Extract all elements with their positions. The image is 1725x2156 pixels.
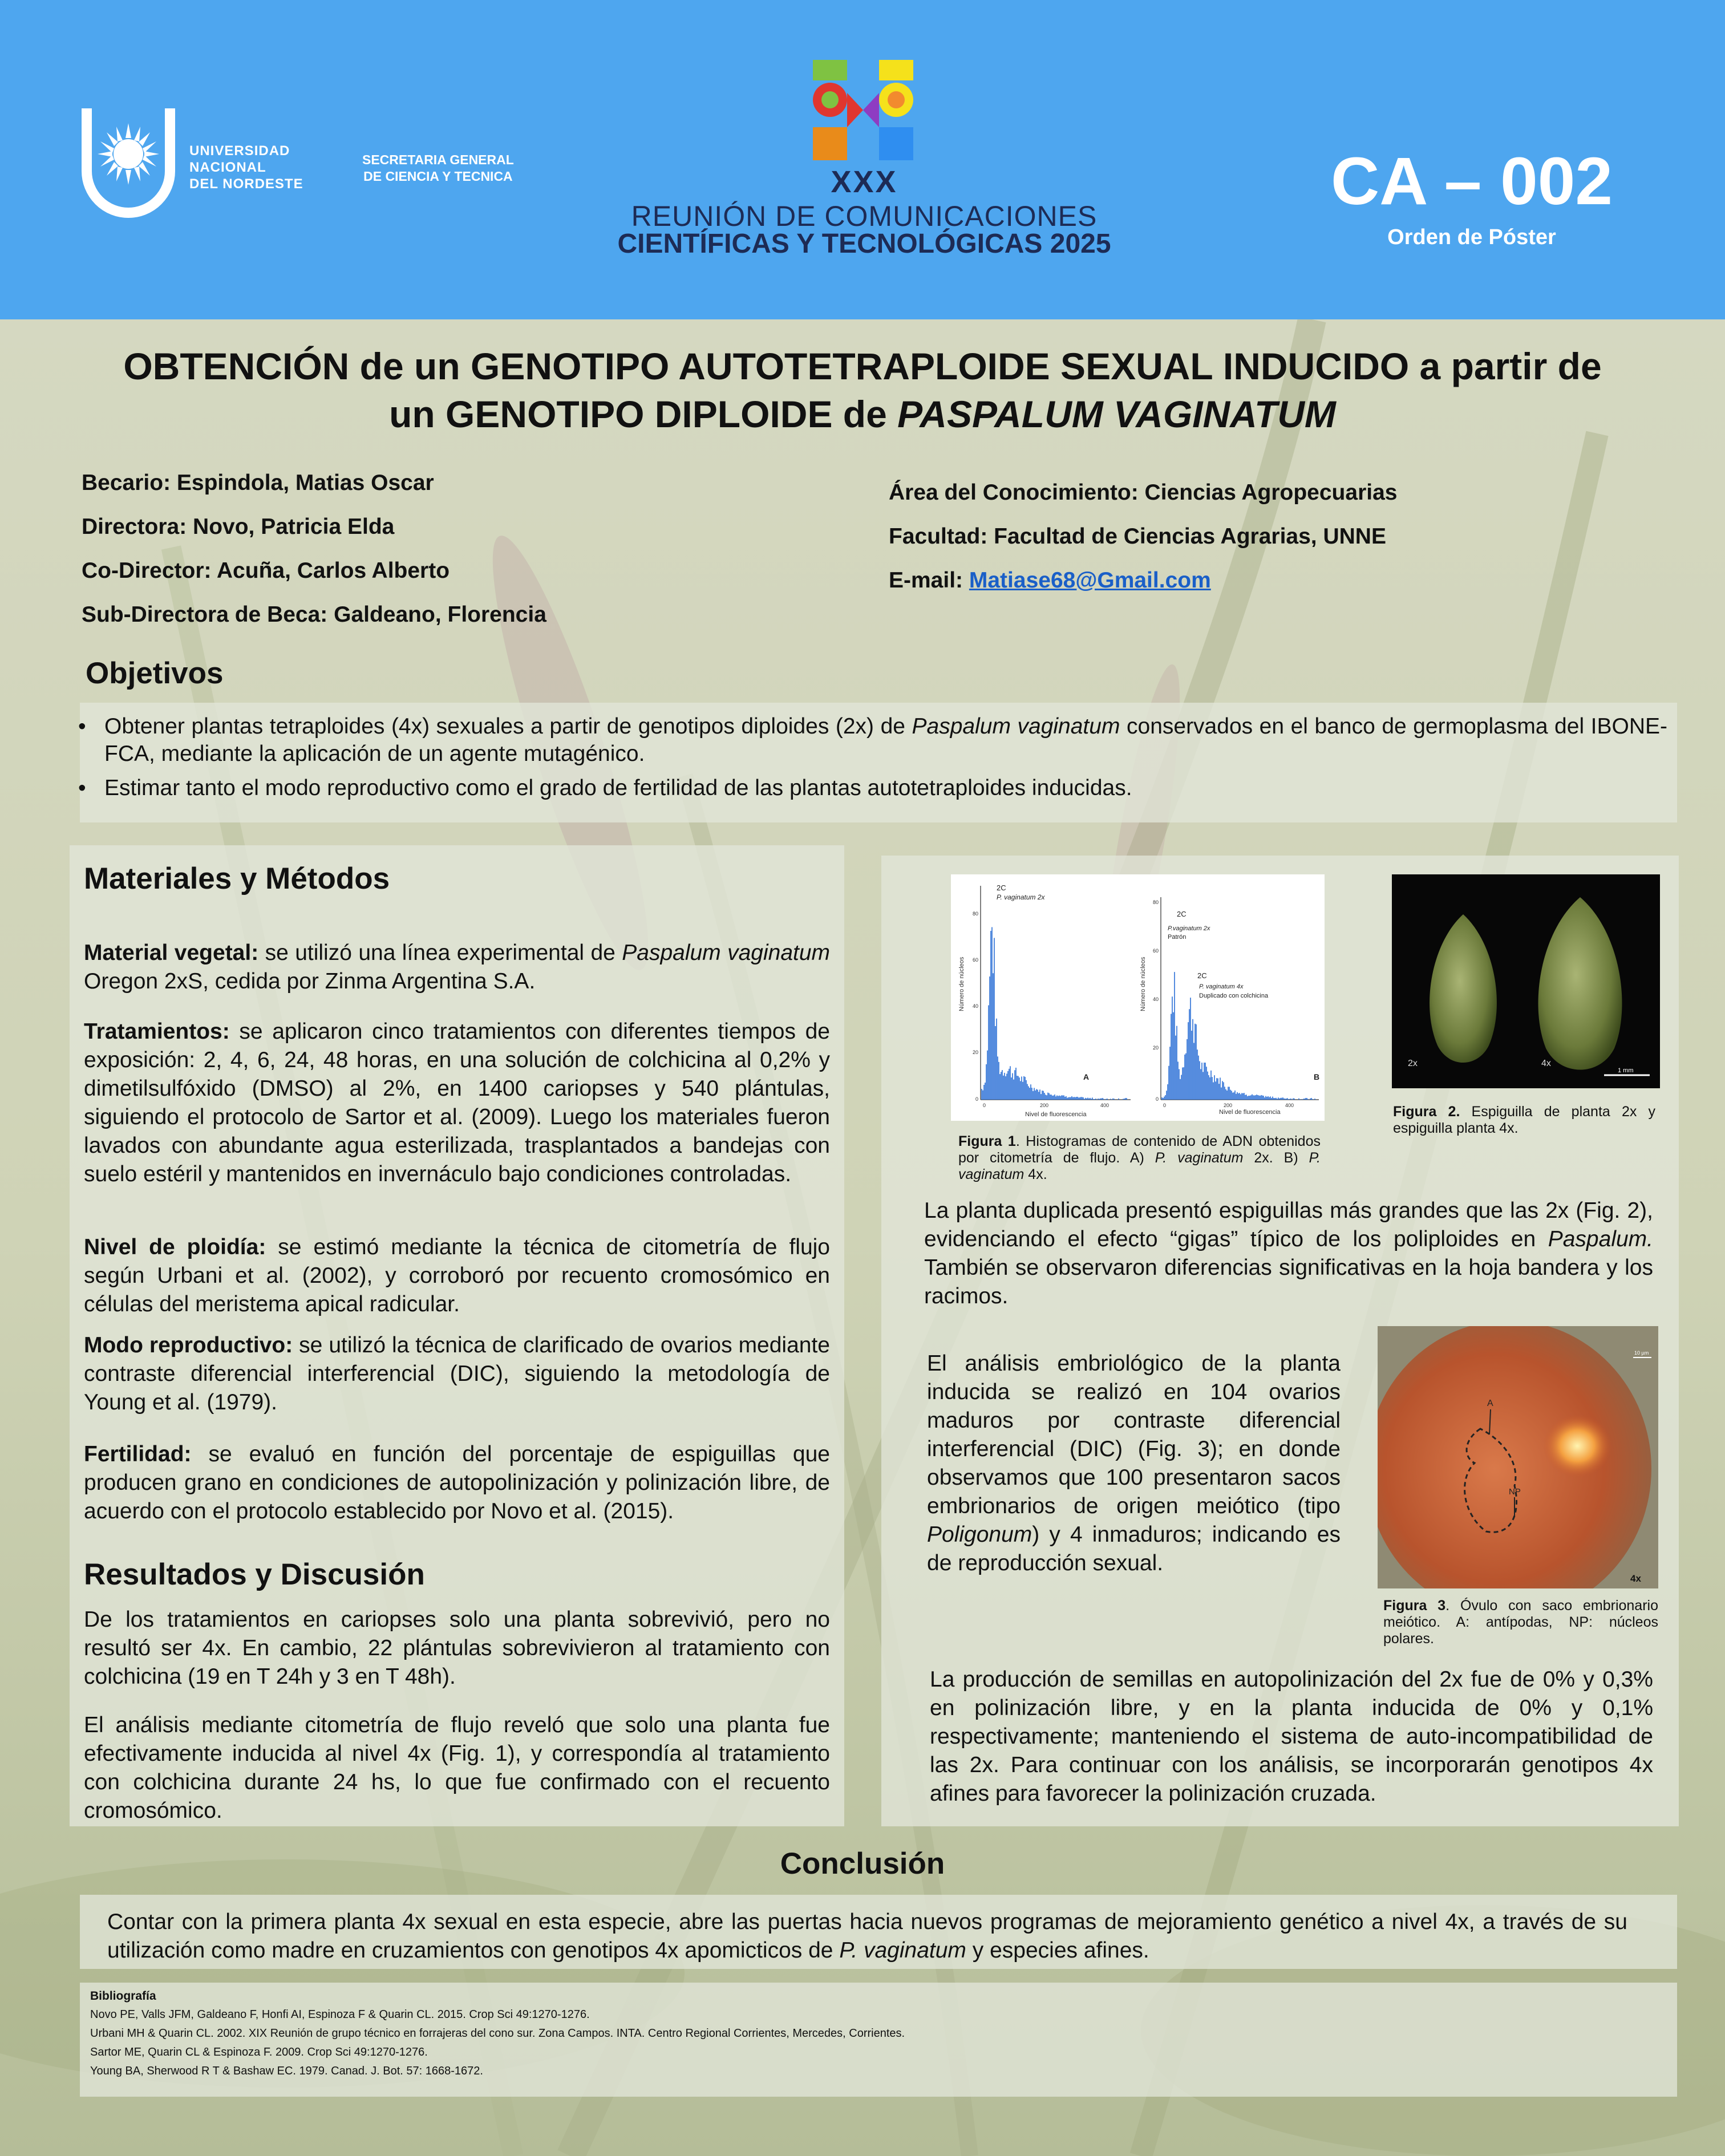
- resultados-paragraph-3: La planta duplicada presentó espiguillas más grandes que las 2x (Fig. 2), evidenciando el efecto “gigas” típico de los poliploides en Paspalum. También se observaron diferencias significativas en la hoja bandera y los racimos.: [924, 1198, 1653, 1308]
- email-link[interactable]: Matiase68@Gmail.com: [969, 568, 1211, 593]
- title-line1: OBTENCIÓN de un GENOTIPO AUTOTETRAPLOIDE SEXUAL INDUCIDO a partir de: [123, 345, 1602, 387]
- ploidia-paragraph: Nivel de ploidía: se estimó mediante la técnica de citometría de flujo según Urbani et al. (2002), y corroboró por recuento cromosómico en células del meristema apical radicular.: [84, 1235, 830, 1316]
- fig1-a-ytick: 40: [972, 1003, 978, 1009]
- fig1-b-ylabel: Número de núcleos: [1140, 957, 1147, 1011]
- poster-code-label: Orden de Póster: [1387, 225, 1556, 249]
- fig1-b-peak2-sublabel: P. vaginatum 4x: [1199, 983, 1244, 990]
- event-title-line2: CIENTÍFICAS Y TECNOLÓGICAS 2025: [617, 229, 1111, 259]
- fig1-a-xtick: 200: [1040, 1103, 1049, 1108]
- resultados-paragraph-4: El análisis embriológico de la planta inducida se realizó en 104 ovarios maduros por contraste diferencial interferencial (DIC) (Fig. 3); en donde observamos que 100 presentaron sacos embrionarios de origen meiótico (tipo Poligonum) y 4 inmaduros; indicando es de reproducción sexual.: [927, 1351, 1341, 1575]
- fig1-b-xtick: 200: [1224, 1103, 1233, 1108]
- fig1-a-ylabel: Número de núcleos: [958, 957, 965, 1011]
- event-edition: XXX: [831, 165, 898, 199]
- objetivo-item: • Estimar tanto el modo reproductivo como el grado de fertilidad de las plantas autotetraploides inducidas.: [104, 775, 1667, 802]
- fig1-a-ytick: 20: [972, 1049, 978, 1055]
- materiales-heading: Materiales y Métodos: [84, 862, 390, 895]
- fig2-label-4x: 4x: [1541, 1059, 1551, 1068]
- event-title-line1: REUNIÓN DE COMUNICACIONES: [631, 200, 1098, 232]
- unne-logo-icon: [80, 108, 177, 222]
- material-vegetal-paragraph: Material vegetal: se utilizó una línea experimental de Paspalum vaginatum Oregon 2xS, cedida por Zinma Argentina S.A.: [84, 941, 831, 994]
- poster-header: [0, 0, 1725, 319]
- tratamientos-paragraph: Tratamientos: se aplicaron cinco tratamientos con diferentes tiempos de exposición: 2, 4, 6, 24, 48 horas, en una solución de colchicina al 0,2% y dimetilsulfóxido (DMSO) al 2%, en 1400 cariopses y 540 plántulas, siguiendo el protocolo de Sartor et al. (2009). Luego los materiales fueron lavados con abundante agua esterilizada, trasplantados a bandejas con suelo estéril y mantenidos en invernáculo bajo condiciones controladas.: [84, 1019, 830, 1186]
- conclusion-heading: Conclusión: [780, 1847, 945, 1881]
- fig1-panel-b-label: B: [1314, 1072, 1320, 1081]
- objetivo-item: • Obtener plantas tetraploides (4x) sexuales a partir de genotipos diploides (2x) de Paspalum vaginatum conservados en el banco de germoplasma del IBONE-FCA, mediante la aplicación de un agente mutagénico.: [104, 713, 1667, 768]
- resultados-paragraph-1: De los tratamientos en cariopses solo una planta sobrevivió, pero no resultó ser 4x. En cambio, 22 plántulas sobrevivieron al tratamiento con colchicina (19 en T 24h y 3 en T 48h).: [84, 1607, 830, 1689]
- email-line: E-mail: Matiase68@Gmail.com: [889, 568, 1211, 593]
- fig1-panel-a-label: A: [1083, 1072, 1090, 1081]
- conclusion-text: Contar con la primera planta 4x sexual en esta especie, abre las puertas hacia nuevos programas de mejoramiento genético a nivel 4x, a través de su utilización como madre en cruzamientos con genotipos 4x apomicticos de P. vaginatum y especies afines.: [107, 1910, 1627, 1963]
- fig1-b-ytick: 0: [1155, 1096, 1159, 1102]
- fig1-a-xtick: 0: [983, 1103, 986, 1108]
- objetivos-heading: Objetivos: [86, 656, 224, 690]
- author-codirector: Co-Director: Acuña, Carlos Alberto: [82, 558, 450, 583]
- figure-3-ovule-photo: [1378, 1326, 1658, 1588]
- ovule-bright-region: [1543, 1415, 1611, 1477]
- fig1-a-xlabel: Nivel de fluorescencia: [1025, 1111, 1087, 1118]
- objetivos-list: [104, 713, 1667, 809]
- bibliografia-heading: Bibliografía: [90, 1989, 156, 2003]
- author-directora: Directora: Novo, Patricia Elda: [82, 514, 395, 539]
- fig3-label-np: NP: [1509, 1487, 1521, 1497]
- bibliografia-item: Novo PE, Valls JFM, Galdeano F, Honfi AI, Espinoza F & Quarin CL. 2015. Crop Sci 49:1270-1276.: [90, 2008, 590, 2021]
- fig1-a-ytick: 80: [972, 911, 978, 917]
- bibliografia-item: Sartor ME, Quarin CL & Espinoza F. 2009. Crop Sci 49:1270-1276.: [90, 2046, 428, 2058]
- fig2-label-2x: 2x: [1408, 1059, 1418, 1068]
- figure-1-histograms: [951, 874, 1325, 1121]
- fig1-b-xlabel: Nivel de fluorescencia: [1219, 1109, 1281, 1116]
- info-block: [889, 471, 1397, 602]
- knowledge-area: Área del Conocimiento: Ciencias Agropecuarias: [889, 480, 1398, 505]
- resultados-paragraph-5: La producción de semillas en autopolinización del 2x fue de 0% y 0,3% en polinización libre, y en la planta inducida de 0% y 0,1% respectivamente; manteniendo el sistema de auto-incompatibilidad de las 2x. Para continuar con los análisis, se incorporarán genotipos 4x afines para favorecer la polinización cruzada.: [930, 1667, 1653, 1806]
- fig3-scale-label: 10 µm: [1634, 1350, 1649, 1356]
- resultados-paragraph-2: El análisis mediante citometría de flujo reveló que solo una planta fue efectivamente inducida al nivel 4x (Fig. 1), y correspondía al tratamiento con colchicina durante 24 hs, lo que fue confirmado con el recuento cromosómico.: [84, 1713, 830, 1823]
- faculty: Facultad: Facultad de Ciencias Agrarias, UNNE: [889, 524, 1386, 549]
- fig1-b-ytick: 20: [1152, 1045, 1159, 1051]
- authors-block: [82, 461, 546, 637]
- modo-reproductivo-paragraph: Modo reproductivo: se utilizó la técnica de clarificado de ovarios mediante contraste diferencial interferencial (DIC), siguiendo la metodología de Young et al. (1979).: [84, 1333, 831, 1415]
- resultados-heading: Resultados y Discusión: [84, 1558, 425, 1591]
- title-species: PASPALUM VAGINATUM: [897, 393, 1336, 435]
- fig3-label-4x: 4x: [1630, 1573, 1641, 1584]
- event-logo-icon: [813, 60, 913, 160]
- fig1-b-peak1-sublabel: P.vaginatum 2x: [1168, 925, 1210, 932]
- fig1-b-xtick: 0: [1163, 1103, 1167, 1108]
- figure-2-caption: Figura 2. Espiguilla de planta 2x y espiguilla planta 4x.: [1393, 1104, 1656, 1136]
- title-line2: un GENOTIPO DIPLOIDE de PASPALUM VAGINATUM: [389, 393, 1336, 435]
- bibliografia-item: Young BA, Sherwood R T & Bashaw EC. 1979. Canad. J. Bot. 57: 1668-1672.: [90, 2065, 483, 2077]
- fig1-a-ytick: 0: [975, 1096, 978, 1102]
- fig3-label-antipodas: A: [1487, 1399, 1493, 1408]
- fig1-a-ytick: 60: [972, 957, 978, 963]
- fig1-a-xtick: 400: [1100, 1103, 1109, 1108]
- bibliografia-block: [90, 1987, 905, 2081]
- poster-code: CA – 002: [1330, 144, 1613, 219]
- fig1-b-peak1-label: 2C: [1177, 910, 1187, 918]
- figure-3-caption: Figura 3. Óvulo con saco embrionario meiótico. A: antípodas, NP: núcleos polares.: [1383, 1598, 1658, 1647]
- fig1-a-peak-sublabel: P. vaginatum 2x: [997, 893, 1045, 901]
- author-becario: Becario: Espindola, Matias Oscar: [82, 471, 434, 495]
- secretaria-name: SECRETARIA GENERAL DE CIENCIA Y TECNICA: [362, 152, 514, 184]
- university-name: UNIVERSIDAD NACIONAL DEL NORDESTE: [189, 143, 303, 192]
- fig1-b-peak2-sublabel2: Duplicado con colchicina: [1199, 992, 1269, 999]
- figure-1-caption: Figura 1. Histogramas de contenido de ADN obtenidos por citometría de flujo. A) P. vaginatum 2x. B) P. vaginatum 4x.: [958, 1133, 1321, 1182]
- author-subdirectora: Sub-Directora de Beca: Galdeano, Florencia: [82, 602, 546, 627]
- fig1-b-peak2-label: 2C: [1197, 971, 1207, 980]
- bibliografia-item: Urbani MH & Quarin CL. 2002. XIX Reunión de grupo técnico en forrajeras del cono sur. Zona Campos. INTA. Centro Regional Corrientes, Mercedes, Corrientes.: [90, 2027, 905, 2040]
- figure-2-spikelets-photo: [1392, 874, 1660, 1088]
- fig1-a-peak-label: 2C: [997, 884, 1006, 892]
- fig1-b-ytick: 60: [1152, 948, 1159, 954]
- fig1-b-ytick: 40: [1152, 996, 1159, 1002]
- ovule-body: [1378, 1326, 1651, 1588]
- fig1-b-ytick: 80: [1152, 899, 1159, 905]
- fertilidad-paragraph: Fertilidad: se evaluó en función del porcentaje de espiguillas que producen grano en condiciones de autopolinización y polinización libre, de acuerdo con el protocolo establecido por Novo et al. (2015).: [84, 1442, 830, 1523]
- fig1-b-xtick: 400: [1285, 1103, 1294, 1108]
- poster-title: [46, 342, 1679, 438]
- fig2-scale-label: 1 mm: [1618, 1067, 1634, 1074]
- fig1-b-peak1-sublabel2: Patrón: [1168, 934, 1187, 941]
